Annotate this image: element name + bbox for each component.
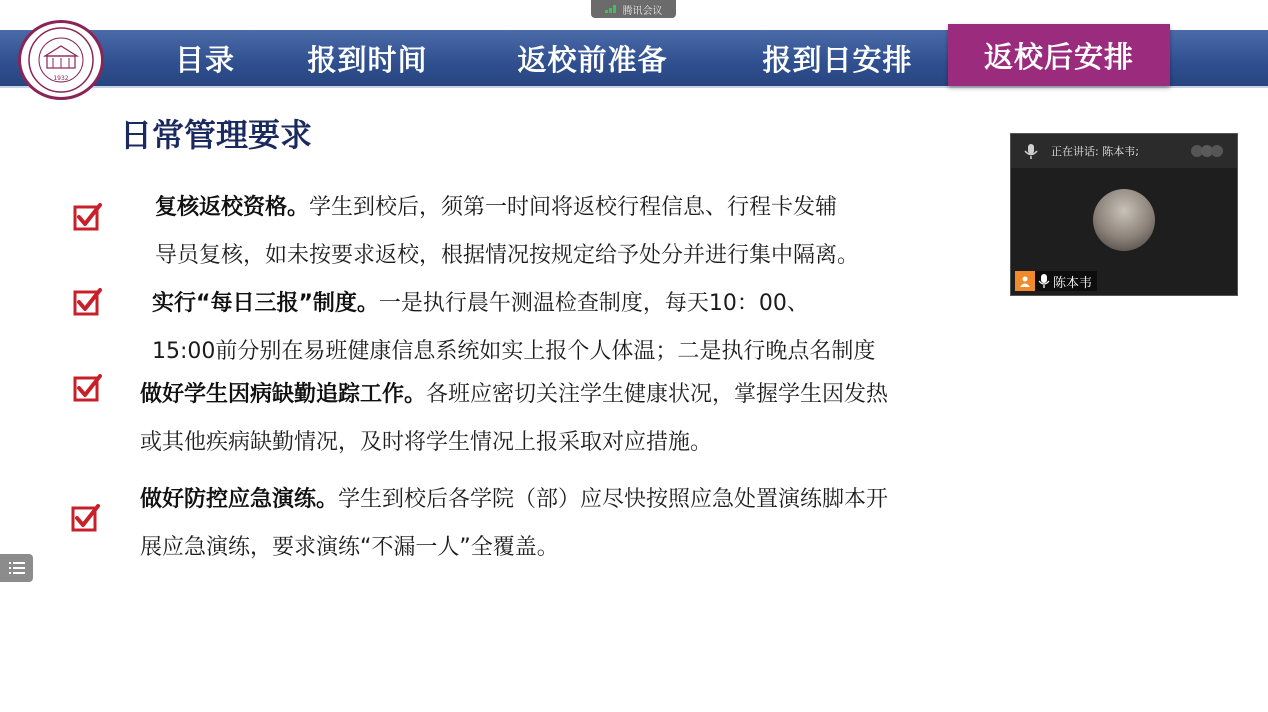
nav-item-report-time[interactable]: 报到时间: [307, 42, 428, 77]
list-toggle-button[interactable]: [0, 554, 33, 582]
item-text: 各班应密切关注学生健康状况，掌握学生因发热: [426, 382, 889, 407]
list-item: [155, 184, 975, 280]
nav-item-report-day-arrangement[interactable]: 报到日安排: [762, 42, 913, 77]
item-text: 学生到校后，须第一时间将返校行程信息、行程卡发辅: [309, 195, 838, 220]
nav-item-contents[interactable]: 目录: [174, 42, 235, 77]
item-text: 导员复核，如未按要求返校，根据情况按规定给予处分并进行集中隔离。: [155, 243, 860, 268]
signal-icon: [1187, 143, 1227, 159]
checkbox-checked-icon: [72, 287, 102, 317]
item-text: 一是执行晨午测温检查制度，每天10：00、: [378, 291, 809, 316]
nav-item-pre-return-preparation[interactable]: 返校前准备: [517, 42, 668, 77]
item-text: 15:00前分别在易班健康信息系统如实上报个人体温；二是执行晚点名制度: [152, 339, 876, 364]
list-item: [140, 371, 1000, 467]
checkbox-checked-icon: [72, 373, 102, 403]
nav-item-post-return-arrangement[interactable]: 返校后安排: [948, 24, 1170, 86]
item-text: 展应急演练，要求演练“不漏一人”全覆盖。: [140, 535, 559, 560]
list-item: [152, 280, 1002, 376]
participant-name-tag: [1015, 271, 1097, 291]
item-title: 做好学生因病缺勤追踪工作。: [140, 382, 427, 407]
speaking-label: 正在讲话: 陈本韦;: [1051, 145, 1139, 158]
microphone-icon: [1037, 273, 1051, 289]
list-item: [140, 476, 1000, 572]
speaking-indicator-bar: [1011, 134, 1237, 168]
signal-icon: [605, 5, 619, 13]
participant-name: 陈本韦: [1053, 275, 1093, 291]
participant-avatar: [1093, 189, 1155, 251]
microphone-icon: [1019, 142, 1043, 160]
item-title: 做好防控应急演练。: [140, 487, 339, 512]
logo-year: 1932: [53, 75, 69, 82]
participant-video-panel[interactable]: [1010, 133, 1238, 296]
page-title: 日常管理要求: [120, 116, 313, 154]
item-text: 学生到校后各学院（部）应尽快按照应急处置演练脚本开: [338, 487, 889, 512]
university-logo: [18, 20, 104, 100]
university-seal-icon: [25, 26, 97, 94]
item-text: 或其他疾病缺勤情况，及时将学生情况上报采取对应措施。: [140, 430, 713, 455]
checkbox-checked-icon: [70, 503, 100, 533]
list-icon: [9, 561, 25, 575]
meeting-app-tab[interactable]: [591, 0, 676, 18]
meeting-app-name: 腾讯会议: [622, 5, 663, 17]
item-title: 复核返校资格。: [155, 195, 310, 220]
user-icon: [1015, 271, 1035, 291]
checkbox-checked-icon: [72, 202, 102, 232]
item-title: 实行“每日三报”制度。: [152, 291, 379, 316]
